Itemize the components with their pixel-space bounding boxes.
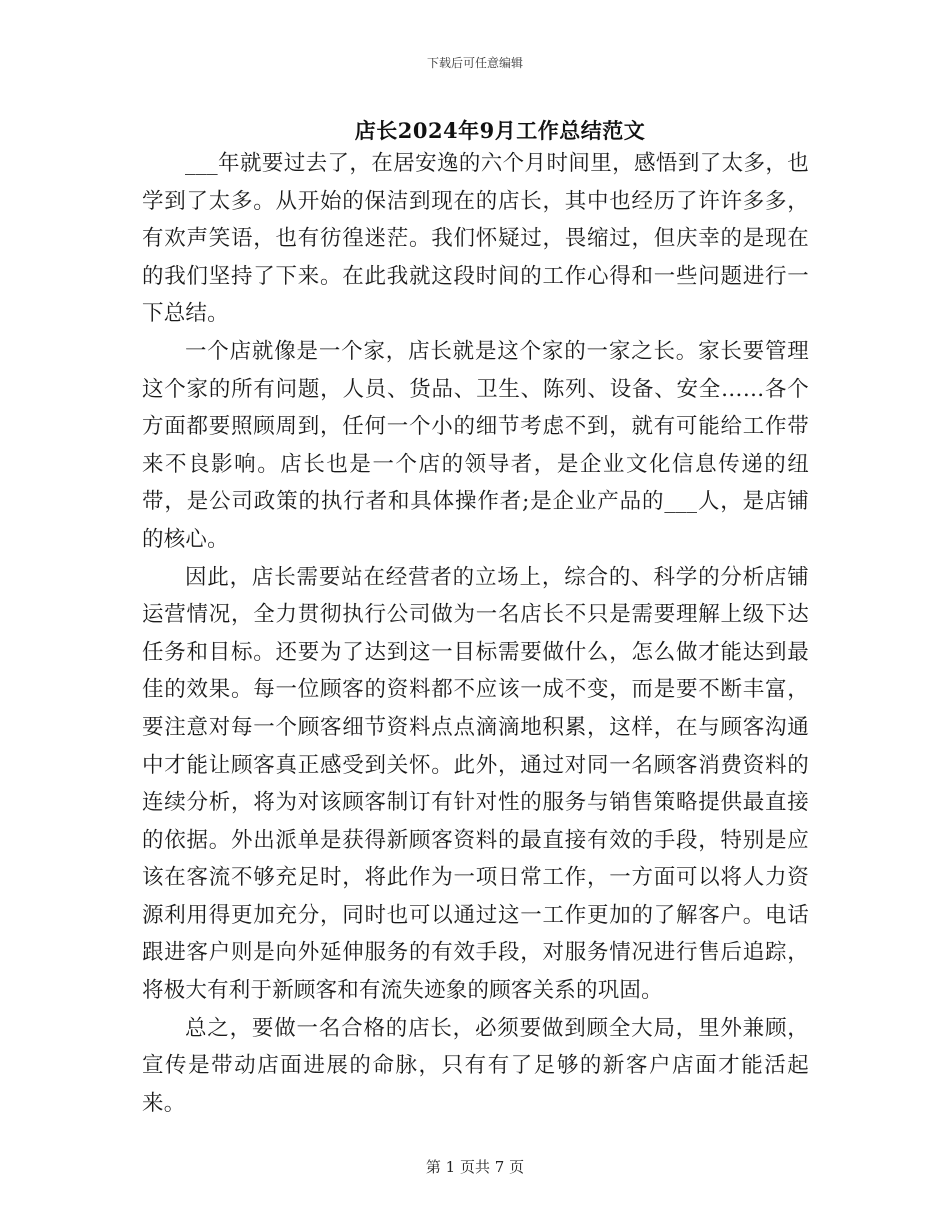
page-number: 第 1 页共 7 页 <box>425 1158 525 1176</box>
paragraph-1: ___年就要过去了，在居安逸的六个月时间里，感悟到了太多，也学到了太多。从开始的保洁到现在的店长，其中也经历了许许多多，有欢声笑语，也有彷徨迷茫。我们怀疑过，畏缩过，但庆幸的是现在的我们坚持了下来。在此我就这段时间的工作心得和一些问题进行一下总结。 <box>142 151 809 327</box>
paragraph-2: 一个店就像是一个家，店长就是这个家的一家之长。家长要管理这个家的所有问题，人员、货品、卫生、陈列、设备、安全……各个方面都要照顾周到，任何一个小的细节考虑不到，就有可能给工作带来不良影响。店长也是一个店的领导者，是企业文化信息传递的纽带，是公司政策的执行者和具体操作者;是企业产品的___人，是店铺的核心。 <box>142 338 809 552</box>
paragraph-3: 因此，店长需要站在经营者的立场上，综合的、科学的分析店铺运营情况，全力贯彻执行公司做为一名店长不只是需要理解上级下达任务和目标。还要为了达到这一目标需要做什么，怎么做才能达到最佳的效果。每一位顾客的资料都不应该一成不变，而是要不断丰富，要注意对每一个顾客细节资料点点滴滴地积累，这样，在与顾客沟通中才能让顾客真正感受到关怀。此外，通过对同一名顾客消费资料的连续分析，将为对该顾客制订有针对性的服务与销售策略提供最直接的依据。外出派单是获得新顾客资料的最直接有效的手段，特别是应该在客流不够充足时，将此作为一项日常工作，一方面可以将人力资源利用得更加充分，同时也可以通过这一工作更加的了解客户。电话跟进客户则是向外延伸服务的有效手段，对服务情况进行售后追踪，将极大有利于新顾客和有流失迹象的顾客关系的巩固。 <box>142 564 809 1004</box>
page-header-note: 下载后可任意编辑 <box>426 56 523 70</box>
document-body <box>142 145 809 1122</box>
document-title: 店长2024年9月工作总结范文 <box>354 118 646 143</box>
paragraph-4: 总之，要做一名合格的店长，必须要做到顾全大局，里外兼顾，宣传是带动店面进展的命脉，只有有了足够的新客户店面才能活起来。 <box>142 1015 809 1116</box>
